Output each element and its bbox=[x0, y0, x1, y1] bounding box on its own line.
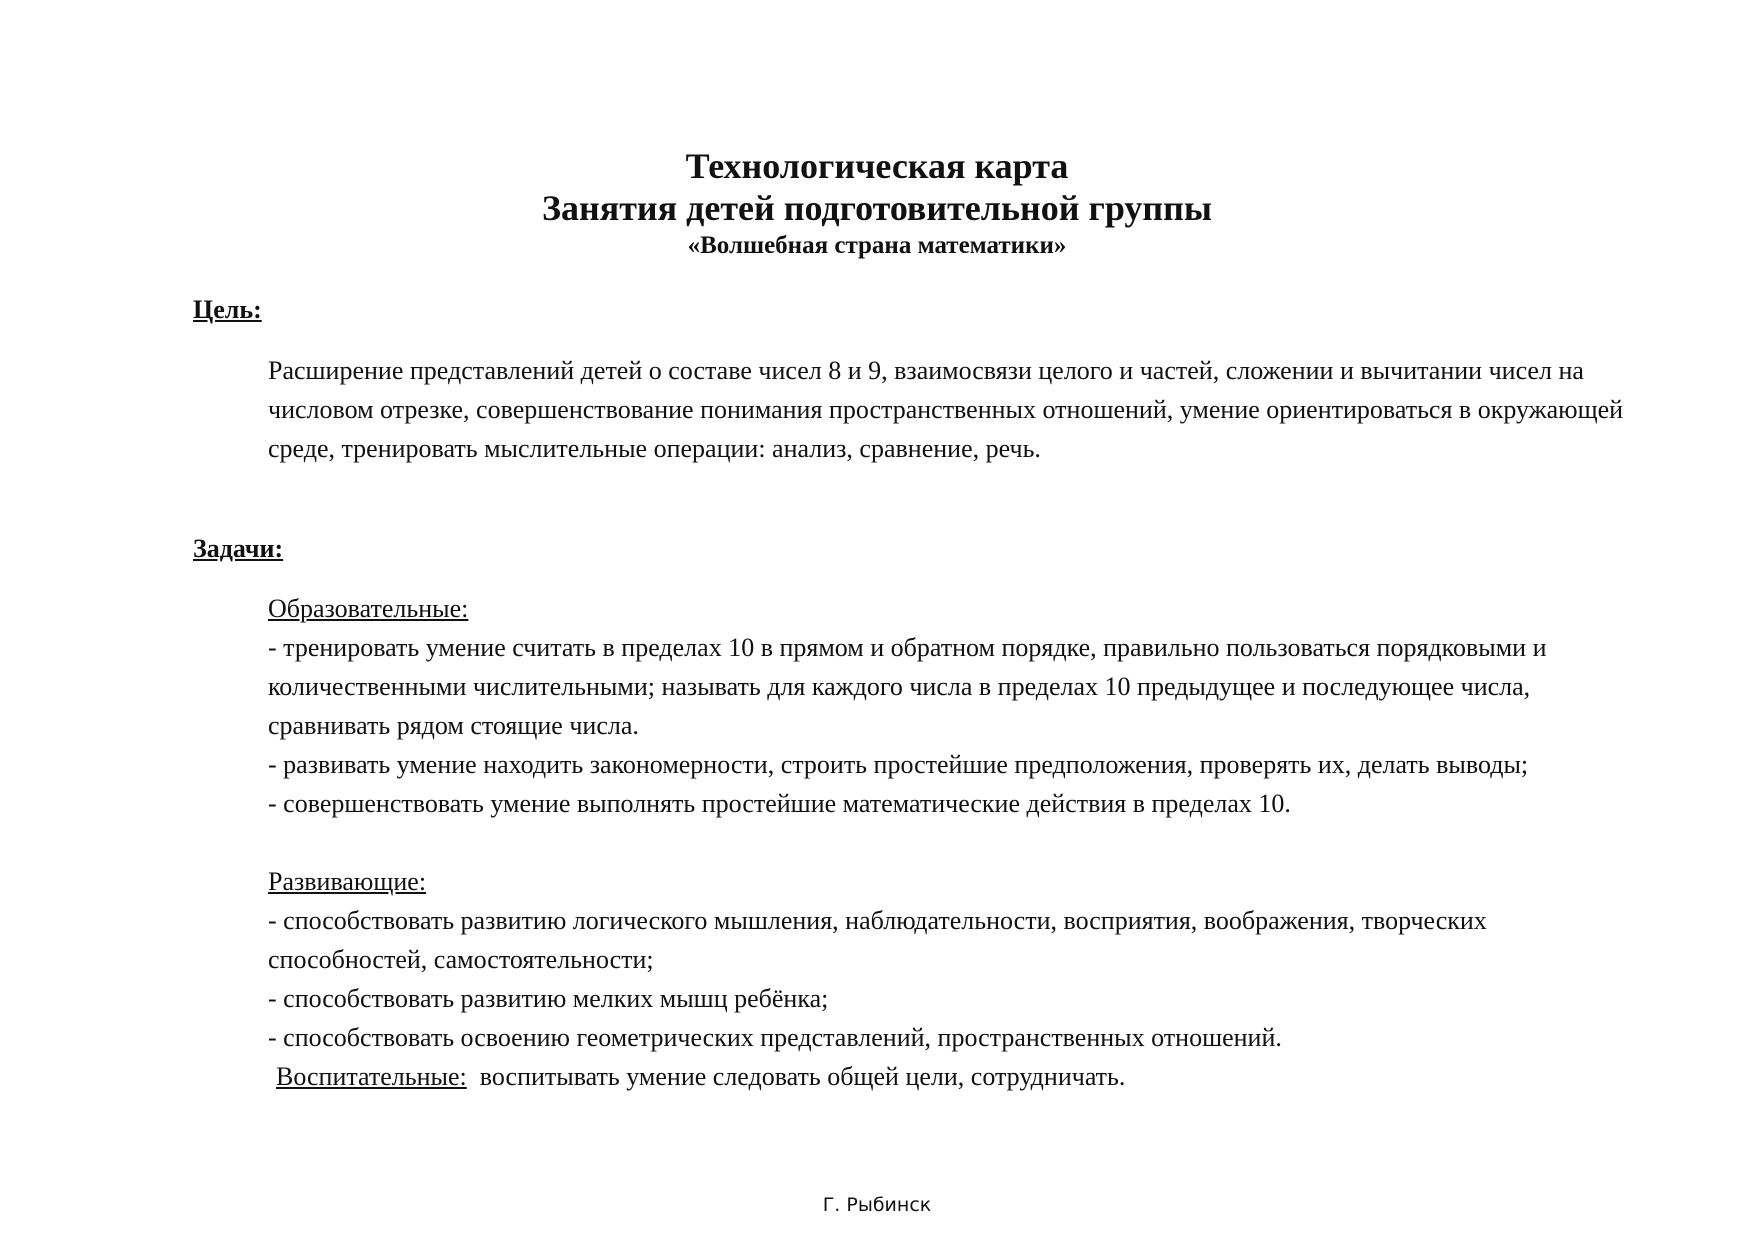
document-subtitle: Занятия детей подготовительной группы bbox=[542, 188, 1212, 228]
goal-text: Расширение представлений детей о составе чисел 8 и 9, взаимосвязи целого и частей, сложении и вычитании чисел на числовом отрезке, совершенствование понимания пространственных отношений, умение ориентироваться в окружающей среде, тренировать мыслительные операции: анализ, сравнение, речь. bbox=[268, 356, 1624, 463]
educational-label: Образовательные: bbox=[268, 594, 469, 623]
upbringing-text: воспитывать умение следовать общей цели, сотрудничать. bbox=[466, 1062, 1126, 1091]
goal-text-block bbox=[268, 351, 1648, 468]
developing-item: - способствовать освоению геометрических представлений, пространственных отношений. bbox=[268, 1023, 1282, 1052]
educational-item: - развивать умение находить закономерности, строить простейшие предположения, проверять их, делать выводы; bbox=[268, 750, 1529, 779]
document-title: Технологическая карта bbox=[685, 146, 1069, 186]
developing-item: - способствовать развитию мелких мышц ребёнка; bbox=[268, 984, 829, 1013]
title-block bbox=[0, 145, 1754, 263]
educational-item: - тренировать умение считать в пределах 10 в прямом и обратном порядке, правильно пользоваться порядковыми и количественными числительными; называть для каждого числа в пределах 10 предыдущее и последующее числа, сравнивать рядом стоящие числа. bbox=[268, 633, 1547, 740]
developing-label: Развивающие: bbox=[268, 867, 427, 896]
educational-item: - совершенствовать умение выполнять простейшие математические действия в пределах 10. bbox=[268, 789, 1291, 818]
upbringing-label: Воспитательные: bbox=[276, 1062, 467, 1091]
goal-heading: Цель: bbox=[193, 295, 262, 324]
tasks-heading: Задачи: bbox=[193, 534, 284, 563]
lesson-name: «Волшебная страна математики» bbox=[687, 232, 1067, 259]
developing-item: - способствовать развитию логического мышления, наблюдательности, восприятия, воображения, творческих способностей, самостоятельности; bbox=[268, 906, 1487, 974]
tasks-block bbox=[268, 589, 1648, 1096]
upbringing-line bbox=[268, 1057, 1648, 1096]
footer-city: Г. Рыбинск bbox=[822, 1194, 932, 1216]
